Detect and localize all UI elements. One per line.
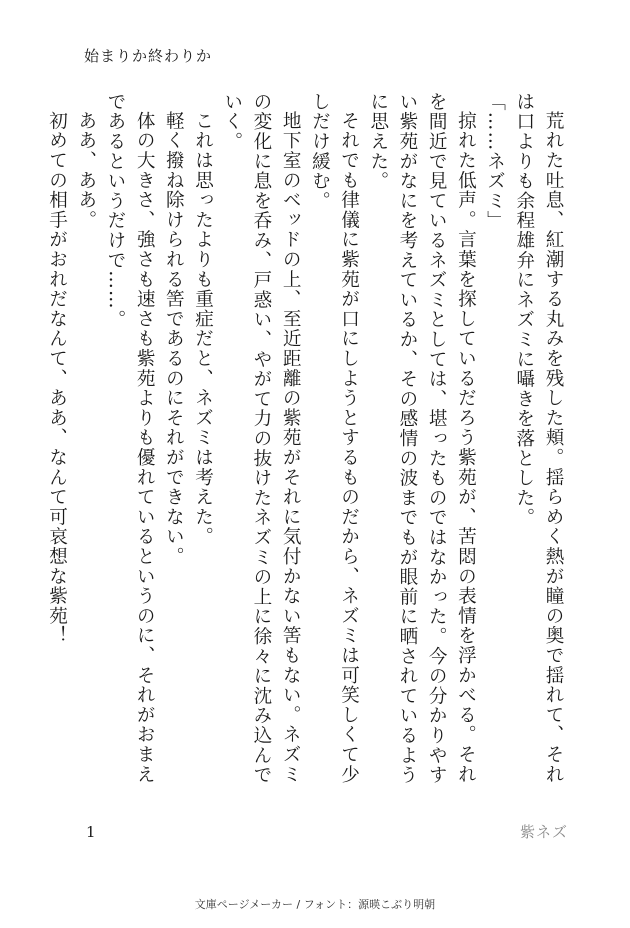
- author-name: 紫ネズ: [519, 823, 568, 841]
- body-text: [42, 92, 568, 792]
- paragraph: 初めての相手がおれだなんて、ああ、なんて可哀想な紫苑！: [46, 110, 68, 646]
- page-number: 1: [86, 823, 96, 841]
- paragraph: 体の大きさ、強さも速さも紫苑よりも優れているというのに、それがおまえであるというだけで……。: [104, 92, 156, 784]
- credit-footer: 文庫ページメーカー / フォント：源暎こぶり明朝: [194, 898, 436, 911]
- paragraph: それでも律儀に紫苑が口にしようとするものだから、ネズミは可笑しくて少しだけ緩む。: [309, 92, 360, 784]
- page-title: 始まりか終わりか: [84, 47, 213, 65]
- paragraph: 荒れた吐息、紅潮する丸みを残した頬。揺らめく熱が瞳の奥で揺れて、それは口よりも余程雄弁にネズミに囁きを落とした。: [513, 92, 564, 784]
- paragraph: 「……ネズミ」: [484, 92, 506, 231]
- paragraph: 軽く撥ね除けられる筈であるのにそれができない。: [163, 110, 185, 566]
- paragraph: 掠れた低声。言葉を探しているだろう紫苑が、苦悶の表情を浮かべる。それを間近で見ているネズミとしては、堪ったものではなかった。今の分かりやすい紫苑がなにを考えているか、その感情の波までもが眼前に晒されているように思えた。: [367, 92, 477, 785]
- paragraph: ああ、ああ。: [75, 110, 97, 230]
- paragraph: これは思ったよりも重症だと、ネズミは考えた。: [192, 110, 214, 547]
- paragraph: 地下室のベッドの上、至近距離の紫苑がそれに気付かない筈もない。ネズミの変化に息を呑み、戸惑い、やがて力の抜けたネズミの上に徐々に沈み込んでいく。: [221, 92, 302, 785]
